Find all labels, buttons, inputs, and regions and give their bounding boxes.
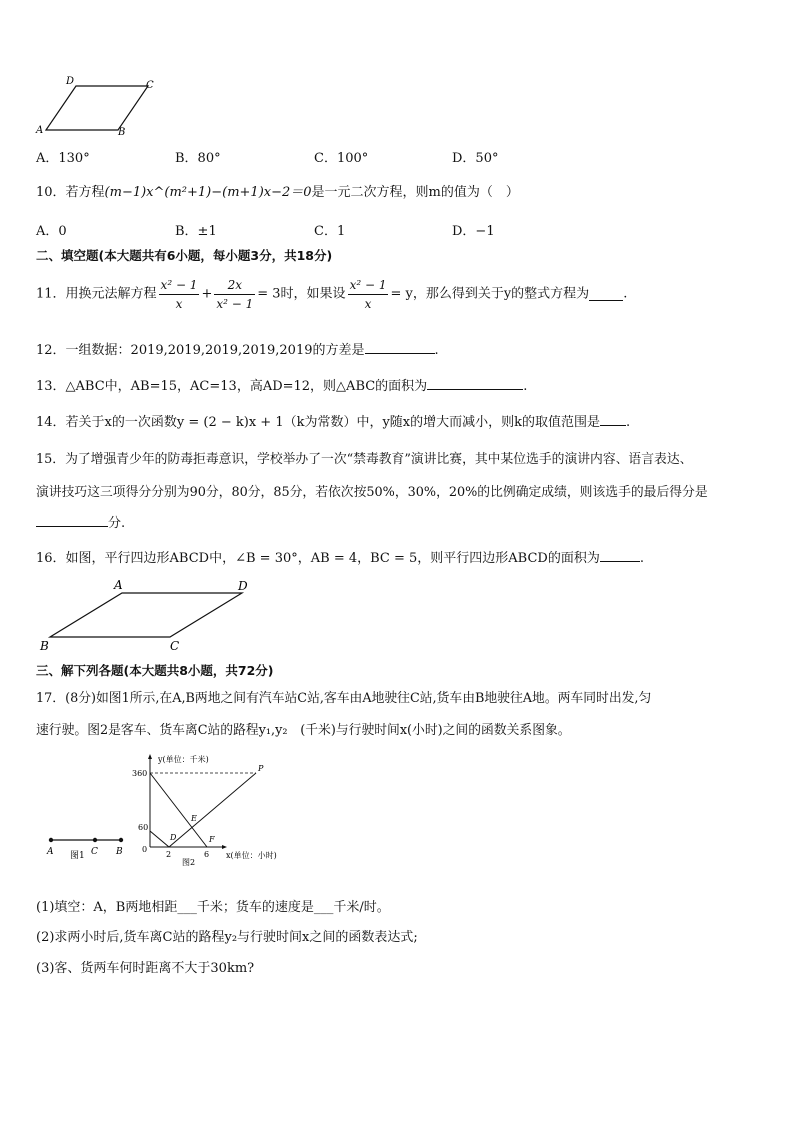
fraction-numerator: x² − 1 [159, 276, 200, 295]
q11-fraction-2 [214, 276, 255, 313]
q15-line-3 [36, 512, 125, 531]
answer-blank[interactable] [600, 413, 626, 426]
section-3-heading: 三、解下列各题(本大题共8小题，共72分) [36, 663, 274, 678]
q14-question [36, 411, 630, 430]
y-axis-label: y(单位：千米) [158, 755, 209, 764]
q17-line-1: 17．(8分)如图1所示,在A,B两地之间有汽车站C站,客车由A地驶往C站,货车由B地驶往A地。两车同时出发,匀 [36, 691, 652, 706]
point-f-label: F [209, 835, 215, 844]
vertex-d: D [238, 579, 248, 593]
period: . [623, 286, 628, 302]
figure-1-caption: 图1 [70, 851, 85, 861]
period: . [626, 415, 631, 430]
q16-parallelogram-figure [36, 576, 266, 652]
q11-fraction-3 [348, 276, 389, 313]
label-a: A [47, 847, 54, 857]
q15-line-2: 演讲技巧这三项得分分别为90分，80分，85分，若依次按50%，30%，20%的比例确定成绩，则该选手的最后得分是 [36, 485, 708, 500]
q11-end-text: = y，那么得到关于y的整式方程为 [390, 286, 590, 302]
label-b: B [116, 847, 123, 857]
fraction-numerator: 2x [214, 276, 255, 295]
answer-blank[interactable] [427, 377, 523, 390]
answer-blank[interactable] [589, 288, 623, 301]
vertex-a: A [36, 125, 44, 136]
vertex-b: B [118, 127, 126, 138]
fraction-denominator: x [175, 297, 183, 311]
q10-option-b: B．±1 [175, 224, 217, 239]
q16-text: 16．如图，平行四边形ABCD中，∠B = 30°，AB = 4，BC = 5，则平行四边形ABCD的面积为 [36, 551, 600, 566]
fraction-denominator: x² − 1 [216, 297, 254, 311]
q9-option-d: D．50° [452, 151, 499, 166]
point-b [119, 838, 123, 842]
plus-sign: + [201, 286, 213, 302]
q13-text: 13．△ABC中，AB=15，AC=13，高AD=12，则△ABC的面积为 [36, 379, 428, 394]
q12-text: 12．一组数据：2019,2019,2019,2019,2019的方差是 [36, 343, 365, 358]
q9-option-b: B．80° [175, 151, 221, 166]
x-axis-arrow [222, 845, 227, 849]
q17-sub-2: (2)求两小时后,货车离C站的路程y₂与行驶时间x之间的函数表达式; [36, 930, 418, 945]
y-axis-arrow [148, 754, 152, 759]
figure-2-graph [130, 752, 300, 870]
q10-option-c: C．1 [314, 224, 346, 239]
period: . [434, 343, 439, 358]
answer-blank[interactable] [365, 341, 435, 354]
q11-fraction-1 [159, 276, 200, 313]
q15-line-1: 15．为了增强青少年的防毒拒毒意识，学校举办了一次“禁毒教育”演讲比赛，其中某位选手的演讲内容、语言表达、 [36, 452, 693, 467]
q15-unit: 分. [108, 516, 126, 531]
q10-prefix: 10．若方程 [36, 185, 105, 200]
q10-equation: (m−1)x^(m²+1)−(m+1)x−2＝0 [104, 185, 312, 200]
point-e-label: E [191, 814, 197, 823]
figure-1-segment [40, 830, 140, 866]
vertex-c: C [170, 639, 180, 652]
q16-question [36, 547, 644, 566]
fraction-denominator: x [364, 297, 372, 311]
period: . [523, 379, 528, 394]
q11-middle-text: = 3时，如果设 [257, 286, 346, 302]
q17-sub-3: (3)客、货两车何时距离不大于30km? [36, 961, 255, 976]
parallelogram-shape [50, 593, 242, 637]
q17-line-2: 速行驶。图2是客车、货车离C站的路程y₁,y₂ (千米)与行驶时间x(小时)之间的函数关系图象。 [36, 723, 571, 738]
point-c [93, 838, 97, 842]
answer-blank[interactable] [600, 549, 640, 562]
vertex-b: B [40, 639, 49, 652]
answer-blank[interactable] [36, 514, 108, 527]
vertex-a: A [114, 578, 123, 592]
line-y1-descending [150, 773, 207, 847]
tick-2: 2 [166, 850, 172, 859]
q17-sub-1: (1)填空：A，B两地相距___千米；货车的速度是___千米/时。 [36, 900, 390, 915]
q9-option-a: A．130° [36, 151, 90, 166]
q10-suffix: 是一元二次方程，则m的值为（ ） [311, 185, 519, 200]
tick-60: 60 [138, 823, 149, 832]
point-p-label: P [258, 764, 264, 773]
q9-parallelogram-figure [32, 72, 162, 138]
q12-question [36, 339, 439, 358]
line-y2-to-d [150, 831, 169, 847]
q10-option-a: A．0 [36, 224, 67, 239]
tick-360: 360 [132, 769, 148, 778]
figure-2-caption: 图2 [182, 858, 196, 867]
point-a [49, 838, 53, 842]
x-axis-label: x(单位：小时) [226, 851, 277, 860]
q14-text: 14．若关于x的一次函数y = (2 − k)x + 1（k为常数）中，y随x的增大而减小，则k的取值范围是 [36, 415, 601, 430]
point-d-label: D [170, 833, 177, 842]
parallelogram-shape [46, 86, 148, 130]
period: . [639, 551, 644, 566]
q11-question [36, 276, 627, 313]
q9-option-c: C．100° [314, 151, 369, 166]
q13-question [36, 375, 527, 394]
section-2-heading: 二、填空题(本大题共有6小题，每小题3分，共18分) [36, 248, 333, 263]
q10-question [36, 181, 519, 200]
fraction-numerator: x² − 1 [348, 276, 389, 295]
vertex-c: C [146, 80, 154, 91]
tick-0: 0 [142, 845, 148, 854]
q10-option-d: D．−1 [452, 224, 495, 239]
tick-6: 6 [204, 850, 210, 859]
q11-prefix: 11．用换元法解方程 [36, 286, 157, 302]
vertex-d: D [66, 76, 75, 87]
label-c: C [91, 847, 98, 857]
